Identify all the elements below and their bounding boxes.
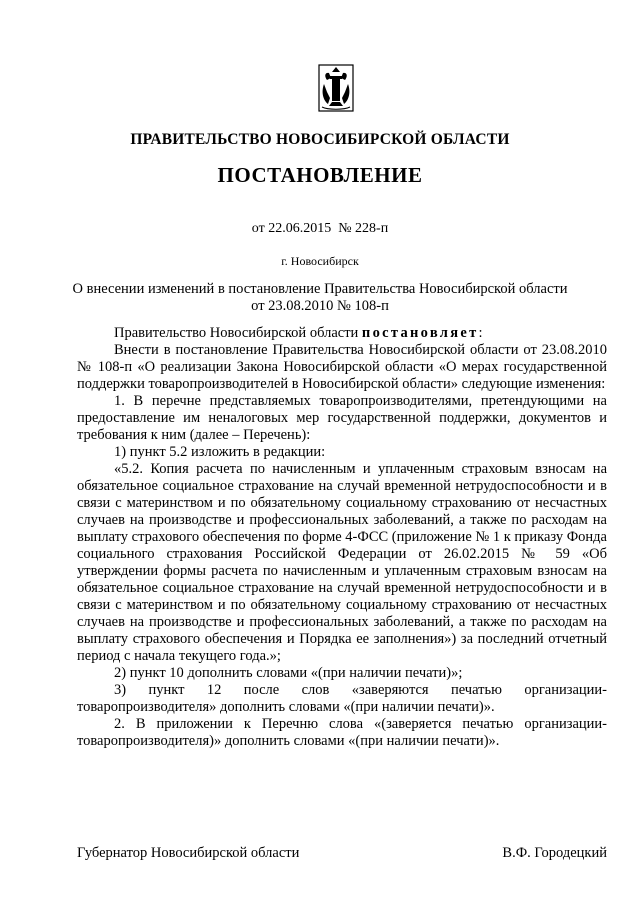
item-1-paragraph: 1. В перечне представляемых товаропроизводителями, претендующими на предоставление им неналоговых мер государственной поддержки, документов и требования к ним (далее – Перечень): [77, 393, 607, 443]
coat-of-arms-icon [313, 62, 359, 116]
intro-paragraph: Внести в постановление Правительства Новосибирской области от 23.08.2010 № 108-п «О реализации Закона Новосибирской области «О мерах государственной поддержки товаропроизводителей в Новосибирской области» следующие изменения: [77, 342, 607, 392]
organization-title: ПРАВИТЕЛЬСТВО НОВОСИБИРСКОЙ ОБЛАСТИ [130, 131, 510, 148]
document-subject [0, 281, 640, 315]
preamble-emphasis: постановляет [361, 325, 479, 341]
item-5-2-paragraph: «5.2. Копия расчета по начисленным и уплаченным страховым взносам на обязательное социальное страхование на случай временной нетрудоспособности и в связи с материнством и по обязательному социальному страхованию от несчастных случаев на производстве и профессиональных заболеваний, а также по расходам на выплату страхового обеспечения по форме 4-ФСС (приложение № 1 к приказу Фонда социального страхования Российской Федерации от 26.02.2015 № 59 «Об утверждении формы расчета по начисленным и уплаченным страховым взносам на обязательное социальное страхование на случай временной нетрудоспособности и в связи с материнством и по обязательному социальному страхованию от несчастных случаев на производстве и профессиональных заболеваний, а также по расходам на выплату страхового обеспечения и Порядка ее заполнения») за последний отчетный период с начала текущего года.»; [77, 461, 607, 664]
item-1-2-paragraph: 2) пункт 10 дополнить словами «(при наличии печати)»; [114, 665, 463, 681]
item-1-1-paragraph: 1) пункт 5.2 изложить в редакции: [114, 444, 326, 460]
signatory-name: В.Ф. Городецкий [502, 845, 607, 861]
signatory-position: Губернатор Новосибирской области [77, 845, 300, 861]
document-body [77, 325, 607, 750]
item-2-paragraph: 2. В приложении к Перечню слова «(заверяется печатью организации-товаропроизводителя)» дополнить словами «(при наличии печати)». [77, 716, 607, 749]
document-date-number: от 22.06.2015 № 228-п [251, 221, 389, 236]
preamble-text: Правительство Новосибирской области [114, 325, 362, 341]
preamble-paragraph [77, 325, 607, 342]
preamble-colon: : [478, 325, 483, 341]
document-city: г. Новосибирск [281, 254, 359, 268]
item-1-3-paragraph: 3) пункт 12 после слов «заверяются печатью организации-товаропроизводителя» дополнить словами «(при наличии печати)». [77, 682, 607, 715]
document-type-title: ПОСТАНОВЛЕНИЕ [217, 163, 423, 187]
subject-line-1: О внесении изменений в постановление Правительства Новосибирской области [72, 281, 568, 297]
subject-line-2: от 23.08.2010 № 108-п [251, 298, 389, 314]
